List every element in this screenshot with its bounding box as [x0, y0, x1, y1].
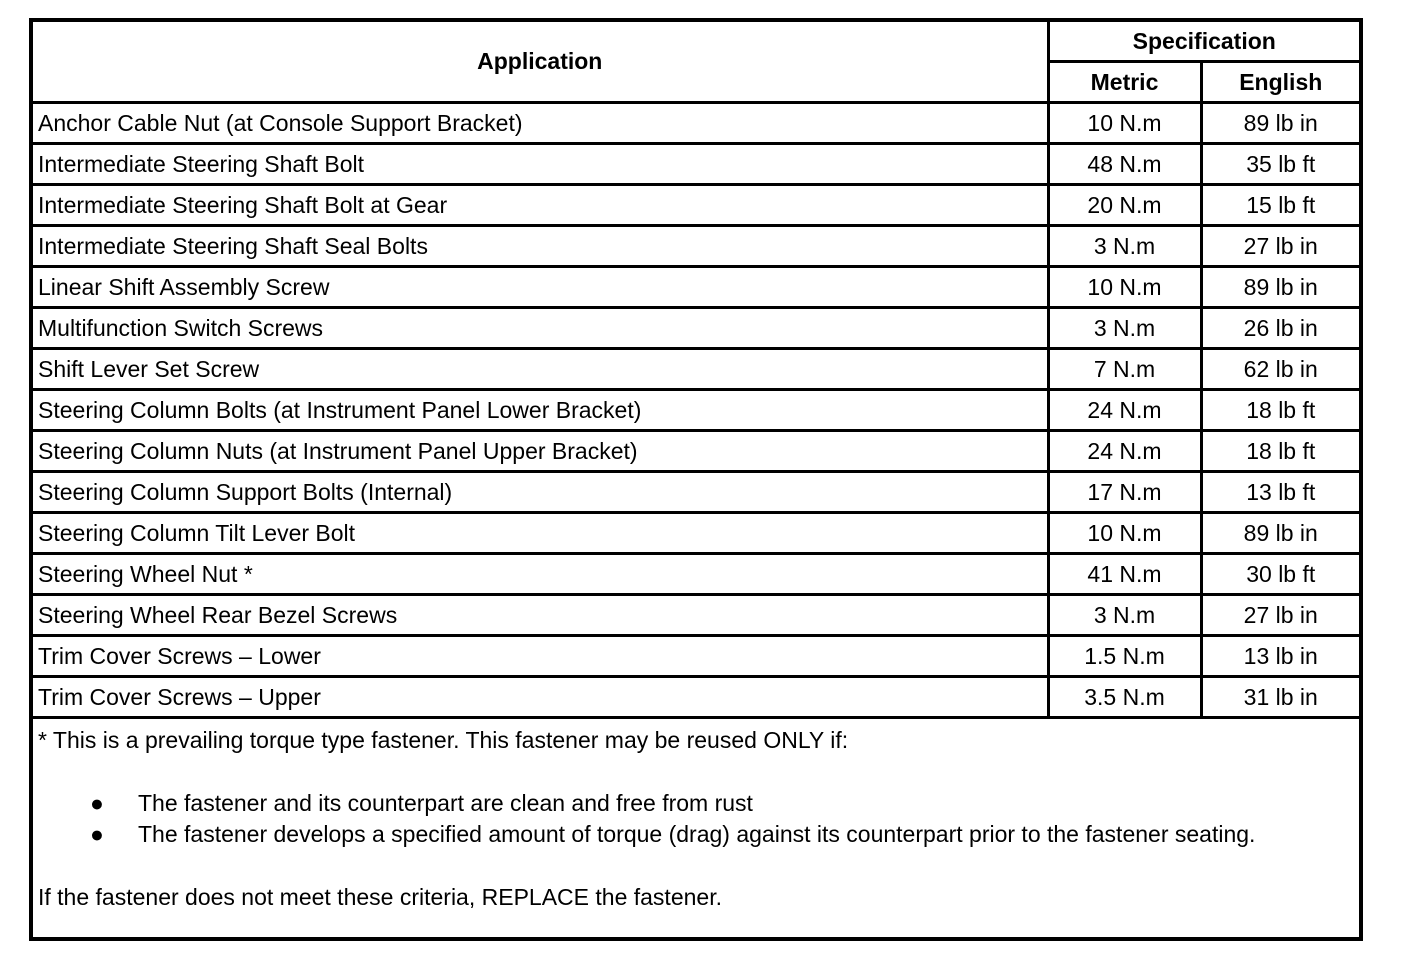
table-row [31, 144, 1361, 185]
application-cell: Intermediate Steering Shaft Bolt [31, 144, 1048, 185]
metric-cell: 10 N.m [1048, 513, 1201, 554]
metric-cell: 41 N.m [1048, 554, 1201, 595]
table-row [31, 390, 1361, 431]
table-row [31, 226, 1361, 267]
application-cell: Steering Column Nuts (at Instrument Panel Upper Bracket) [31, 431, 1048, 472]
specification-header: Specification [1048, 20, 1361, 62]
application-cell: Steering Wheel Rear Bezel Screws [31, 595, 1048, 636]
table-row [31, 636, 1361, 677]
english-cell: 35 lb ft [1201, 144, 1361, 185]
table-row [31, 677, 1361, 718]
metric-cell: 3.5 N.m [1048, 677, 1201, 718]
metric-cell: 1.5 N.m [1048, 636, 1201, 677]
table-header [31, 20, 1361, 103]
english-cell: 89 lb in [1201, 513, 1361, 554]
table-row [31, 595, 1361, 636]
english-header: English [1201, 62, 1361, 103]
english-cell: 31 lb in [1201, 677, 1361, 718]
application-cell: Anchor Cable Nut (at Console Support Bracket) [31, 103, 1048, 144]
footnote-cell [31, 718, 1361, 940]
bullet-text: The fastener develops a specified amount of torque (drag) against its counterpart prior to the fastener seating. [138, 821, 1256, 847]
list-item [38, 792, 1354, 815]
application-cell: Steering Column Support Bolts (Internal) [31, 472, 1048, 513]
english-cell: 26 lb in [1201, 308, 1361, 349]
table-row [31, 513, 1361, 554]
table-row [31, 472, 1361, 513]
english-cell: 62 lb in [1201, 349, 1361, 390]
metric-cell: 3 N.m [1048, 226, 1201, 267]
english-cell: 89 lb in [1201, 103, 1361, 144]
application-cell: Intermediate Steering Shaft Seal Bolts [31, 226, 1048, 267]
header-row-1 [31, 20, 1361, 62]
table-body [31, 103, 1361, 940]
english-cell: 13 lb in [1201, 636, 1361, 677]
application-cell: Trim Cover Screws – Lower [31, 636, 1048, 677]
metric-cell: 10 N.m [1048, 267, 1201, 308]
bullet-text: The fastener and its counterpart are clean and free from rust [138, 790, 753, 816]
application-cell: Shift Lever Set Screw [31, 349, 1048, 390]
english-cell: 27 lb in [1201, 595, 1361, 636]
bullet-icon: ● [90, 790, 104, 816]
metric-cell: 24 N.m [1048, 390, 1201, 431]
english-cell: 15 lb ft [1201, 185, 1361, 226]
metric-cell: 20 N.m [1048, 185, 1201, 226]
metric-cell: 48 N.m [1048, 144, 1201, 185]
english-cell: 18 lb ft [1201, 390, 1361, 431]
english-cell: 89 lb in [1201, 267, 1361, 308]
torque-spec-table [29, 18, 1363, 941]
note-row [31, 718, 1361, 940]
metric-cell: 10 N.m [1048, 103, 1201, 144]
metric-cell: 3 N.m [1048, 308, 1201, 349]
metric-cell: 17 N.m [1048, 472, 1201, 513]
table-row [31, 267, 1361, 308]
table-row [31, 431, 1361, 472]
bullet-icon: ● [90, 821, 104, 847]
english-cell: 13 lb ft [1201, 472, 1361, 513]
english-cell: 27 lb in [1201, 226, 1361, 267]
list-item [38, 823, 1354, 846]
footnote-bullet-list [38, 792, 1354, 846]
table-row [31, 308, 1361, 349]
table-row [31, 103, 1361, 144]
english-cell: 30 lb ft [1201, 554, 1361, 595]
metric-cell: 3 N.m [1048, 595, 1201, 636]
table-row [31, 349, 1361, 390]
application-cell: Steering Wheel Nut * [31, 554, 1048, 595]
english-cell: 18 lb ft [1201, 431, 1361, 472]
footnote-outro: If the fastener does not meet these criteria, REPLACE the fastener. [38, 884, 722, 910]
metric-cell: 7 N.m [1048, 349, 1201, 390]
application-cell: Steering Column Bolts (at Instrument Panel Lower Bracket) [31, 390, 1048, 431]
application-cell: Trim Cover Screws – Upper [31, 677, 1048, 718]
application-header: Application [31, 20, 1048, 103]
metric-header: Metric [1048, 62, 1201, 103]
application-cell: Linear Shift Assembly Screw [31, 267, 1048, 308]
application-cell: Steering Column Tilt Lever Bolt [31, 513, 1048, 554]
metric-cell: 24 N.m [1048, 431, 1201, 472]
footnote-intro: * This is a prevailing torque type fastener. This fastener may be reused ONLY if: [38, 727, 849, 753]
table-row [31, 185, 1361, 226]
application-cell: Multifunction Switch Screws [31, 308, 1048, 349]
table-row [31, 554, 1361, 595]
application-cell: Intermediate Steering Shaft Bolt at Gear [31, 185, 1048, 226]
